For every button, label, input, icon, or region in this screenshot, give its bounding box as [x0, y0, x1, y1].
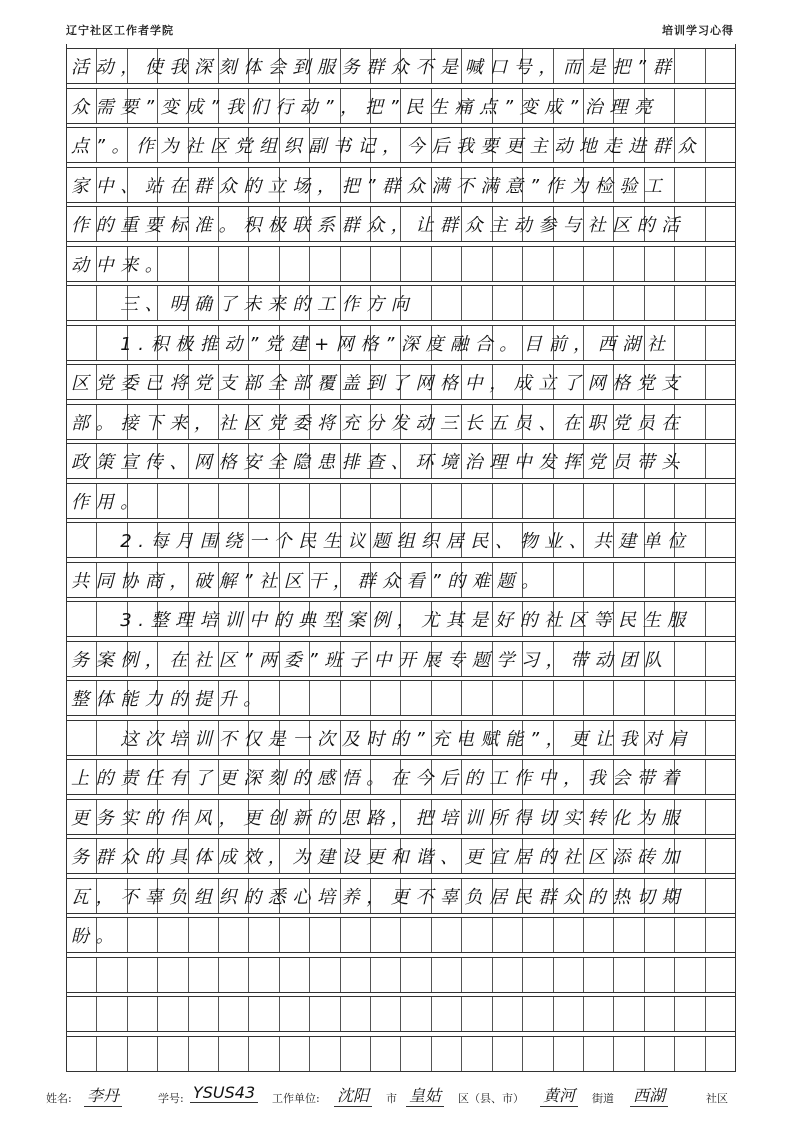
city-label: 市: [386, 1092, 397, 1105]
district-label: 区（县、市）: [458, 1092, 524, 1105]
grid-line: [67, 246, 735, 282]
handwritten-line: 动中来。: [71, 254, 170, 276]
grid-line: [67, 483, 735, 519]
writing-grid: [66, 44, 736, 1072]
grid-line: [67, 996, 735, 1032]
grid-line: [67, 364, 735, 400]
handwritten-line: 务案例，在社区”两委”班子中开展专题学习，带动团队: [71, 649, 669, 671]
grid-line: [67, 404, 735, 440]
grid-line: [67, 127, 735, 163]
handwritten-line: [71, 1004, 731, 1028]
handwritten-line: 作的重要标准。积极联系群众，让群众主动参与社区的活: [71, 215, 686, 236]
street-label: 街道: [592, 1092, 614, 1105]
handwritten-line: 整体能力的提升。: [71, 689, 268, 710]
district-value: 皇姑: [406, 1083, 444, 1107]
grid-line: [67, 720, 735, 756]
handwritten-line: [71, 1044, 731, 1068]
handwritten-line: 点”。作为社区党组织副书记，今后我要更主动地走进群众: [71, 136, 702, 157]
student-id-label: 学号:: [158, 1092, 184, 1105]
handwritten-line: 2.每月围绕一个民生议题组织居民、物业、共建单位: [71, 531, 692, 552]
institution-name: 辽宁社区工作者学院: [66, 24, 174, 37]
community-value: 西湖: [630, 1083, 668, 1107]
handwritten-line: 务群众的具体成效，为建设更和谐、更宜居的社区添砖加: [71, 847, 686, 868]
page-header: [66, 18, 734, 40]
handwritten-line: 三、明确了未来的工作方向: [71, 294, 416, 315]
grid-line: [67, 522, 735, 558]
grid-line: [67, 641, 735, 677]
street-value: 黄河: [540, 1083, 578, 1107]
grid-line: [67, 957, 735, 993]
work-unit-label: 工作单位:: [272, 1092, 320, 1105]
grid-line: [67, 167, 735, 203]
grid-line: [67, 799, 735, 835]
name-label: 姓名:: [46, 1092, 72, 1105]
grid-line: [67, 206, 735, 242]
handwritten-line: 1.积极推动”党建+网格”深度融合。目前，西湖社: [71, 333, 672, 355]
grid-line: [67, 562, 735, 598]
handwritten-line: 3.整理培训中的典型案例，尤其是好的社区等民生服: [71, 610, 692, 631]
grid-line: [67, 759, 735, 795]
grid-line: [67, 443, 735, 479]
grid-line: [67, 878, 735, 914]
grid-line: [67, 1036, 735, 1072]
document-title: 培训学习心得: [662, 24, 734, 37]
handwritten-line: 盼。: [71, 926, 121, 947]
handwritten-line: 更务实的作风，更创新的思路，把培训所得切实转化为服: [71, 807, 686, 829]
handwritten-line: [71, 965, 731, 989]
community-label: 社区: [706, 1092, 728, 1105]
handwritten-line: 瓦，不辜负组织的悉心培养，更不辜负居民群众的热切期: [71, 886, 686, 908]
signature-footer: [40, 1080, 760, 1110]
grid-line: [67, 838, 735, 874]
handwritten-line: 作用。: [71, 491, 145, 513]
grid-line: [67, 601, 735, 637]
handwritten-line: 这次培训不仅是一次及时的”充电赋能”，更让我对肩: [71, 728, 694, 750]
handwritten-line: 上的责任有了更深刻的感悟。在今后的工作中，我会带着: [71, 768, 686, 789]
grid-line: [67, 285, 735, 321]
grid-line: [67, 48, 735, 84]
handwritten-line: 活动，使我深刻体会到服务群众不是喊口号，而是把”群: [71, 57, 678, 78]
handwritten-line: 部。接下来，社区党委将充分发动三长五员、在职党员在: [71, 412, 686, 434]
grid-line: [67, 325, 735, 361]
handwritten-line: 政策宣传、网格安全隐患排查、环境治理中发挥党员带头: [71, 452, 686, 473]
handwritten-line: 家中、站在群众的立场，把”群众满不满意”作为检验工: [71, 175, 669, 197]
city-value: 沈阳: [334, 1083, 372, 1107]
handwritten-line: 区党委已将党支部全部覆盖到了网格中，成立了网格党支: [71, 373, 686, 394]
grid-line: [67, 680, 735, 716]
name-value: 李丹: [84, 1083, 122, 1107]
grid-line: [67, 917, 735, 953]
handwritten-line: 共同协商，破解”社区干，群众看”的难题。: [71, 570, 546, 592]
grid-line: [67, 88, 735, 124]
student-id-value: YSUS43: [190, 1083, 258, 1103]
handwritten-line: 众需要”变成”我们行动”，把”民生痛点”变成”治理亮: [71, 96, 659, 118]
